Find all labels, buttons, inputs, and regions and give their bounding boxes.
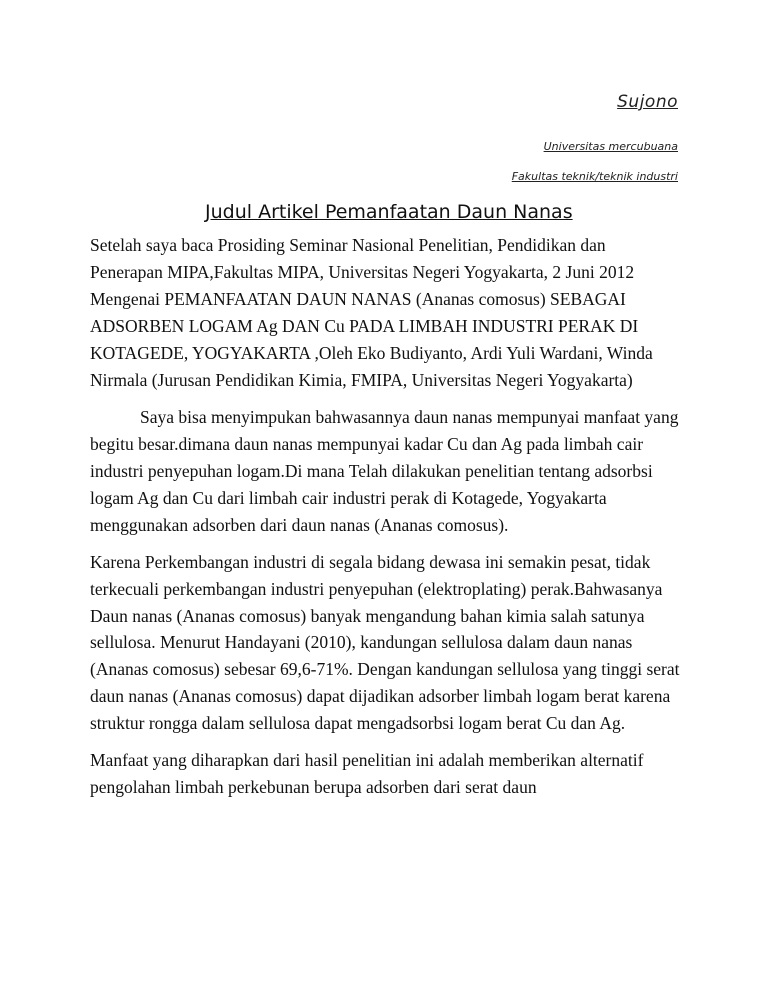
paragraph-1: Setelah saya baca Prosiding Seminar Nasional Penelitian, Pendidikan dan Penerapan MIPA,Fakultas MIPA, Universitas Negeri Yogyakarta, 2 Juni 2012 Mengenai PEMANFAATAN DAUN NANAS (Ananas comosus) SEBAGAI ADSORBEN LOGAM Ag DAN Cu PADA LIMBAH INDUSTRI PERAK DI KOTAGEDE, YOGYAKARTA ,Oleh Eko Budiyanto, Ardi Yuli Wardani, Winda Nirmala (Jurusan Pendidikan Kimia, FMIPA, Universitas Negeri Yogyakarta) [90, 235, 653, 390]
university-name: Universitas mercubuana [543, 140, 678, 153]
article-body [90, 232, 680, 811]
paragraph-2: Saya bisa menyimpukan bahwasannya daun nanas mempunyai manfaat yang begitu besar.dimana daun nanas mempunyai kadar Cu dan Ag pada limbah cair industri penyepuhan logam.Di mana Telah dilakukan penelitian tentang adsorbsi logam Ag dan Cu dari limbah cair industri perak di Kotagede, Yogyakarta menggunakan adsorben dari daun nanas (Ananas comosus). [90, 407, 679, 535]
faculty-name: Fakultas teknik/teknik industri [511, 170, 678, 183]
paragraph-4: Manfaat yang diharapkan dari hasil penelitian ini adalah memberikan alternatif pengolahan limbah perkebunan berupa adsorben dari serat daun [90, 749, 644, 797]
author-name: Sujono [617, 92, 678, 112]
paragraph-3: Karena Perkembangan industri di segala bidang dewasa ini semakin pesat, tidak terkecuali perkembangan industri penyepuhan (elektroplating) perak.Bahwasanya Daun nanas (Ananas comosus) banyak mengandung bahan kimia salah satunya sellulosa. Menurut Handayani (2010), kandungan sellulosa dalam daun nanas (Ananas comosus) sebesar 69,6-71%. Dengan kandungan sellulosa yang tinggi serat daun nanas (Ananas comosus) dapat dijadikan adsorber limbah logam berat karena struktur rongga dalam sellulosa dapat mengadsorbsi logam berat Cu dan Ag. [90, 552, 680, 733]
article-title: Judul Artikel Pemanfaatan Daun Nanas [205, 201, 573, 223]
